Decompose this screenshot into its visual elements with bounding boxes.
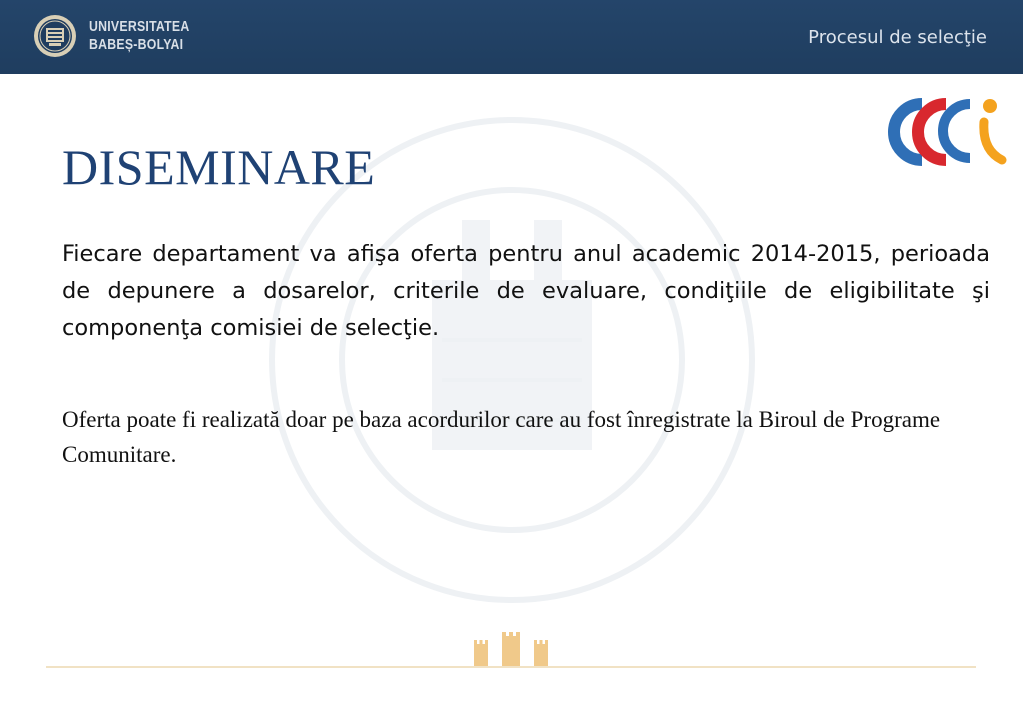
university-seal-icon <box>33 14 77 58</box>
page-title: DISEMINARE <box>62 139 376 195</box>
section-title: Procesul de selecţie <box>808 27 987 48</box>
ccci-logo-icon <box>884 92 1010 172</box>
university-name-line1: UNIVERSITATEA <box>89 18 190 35</box>
university-name-line2: BABEȘ-BOLYAI <box>89 36 184 53</box>
header-bar <box>0 0 1023 74</box>
body-paragraph-2: Oferta poate fi realizată doar pe baza acordurilor care au fost înregistrate la Biroul de Programe Comunitare. <box>62 407 941 467</box>
footer-divider <box>46 666 976 668</box>
castle-towers-icon <box>470 630 554 670</box>
university-name <box>89 18 189 54</box>
body-paragraph-1: Fiecare departament va afişa oferta pentru anul academic 2014-2015, perioada de depunere a dosarelor, criterile de evaluare, condiţiile de eligibilitate şi componenţa comisiei de selecţie. <box>62 241 990 341</box>
